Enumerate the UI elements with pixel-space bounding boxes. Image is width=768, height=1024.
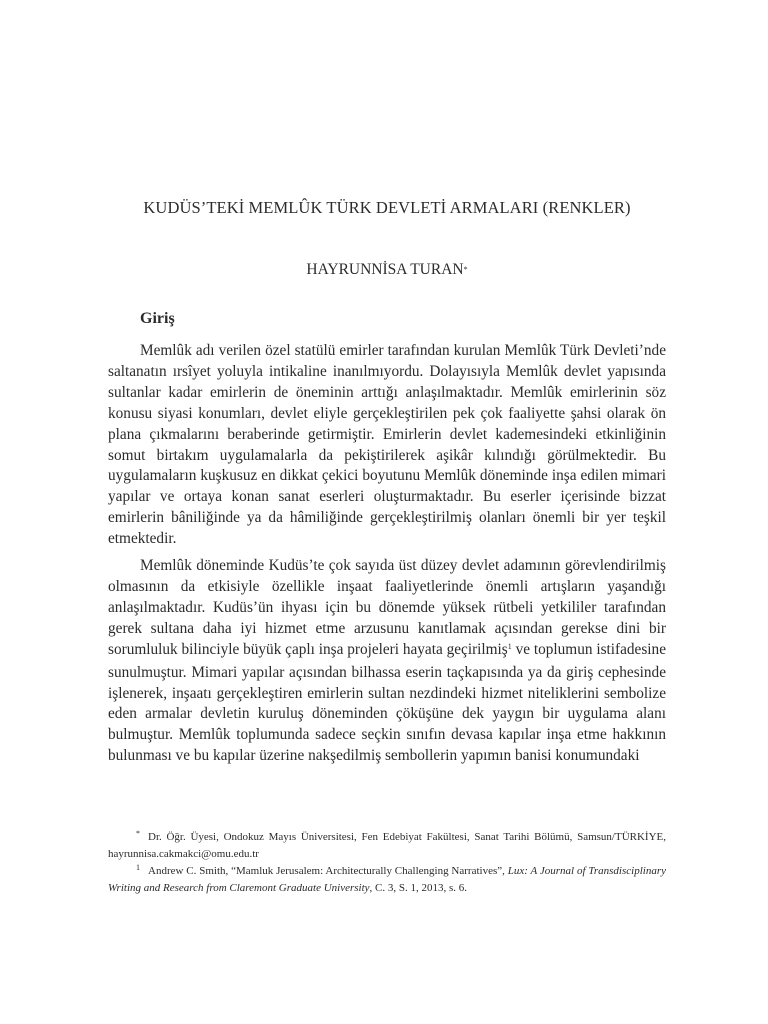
author-name: HAYRUNNİSA TURAN bbox=[306, 261, 464, 278]
footnote-reference-1[interactable]: 1 bbox=[507, 641, 512, 651]
footnotes bbox=[108, 829, 666, 896]
footnote-mark: 1 bbox=[136, 862, 140, 872]
author-footnote-mark[interactable]: * bbox=[463, 265, 468, 274]
footnote-text: Andrew C. Smith, “Mamluk Jerusalem: Architecturally Challenging Narratives”, bbox=[148, 864, 508, 877]
body-text bbox=[108, 341, 666, 773]
author-line bbox=[108, 261, 666, 279]
document-title: KUDÜS’TEKİ MEMLÛK TÜRK DEVLETİ ARMALARI (RENKLER) bbox=[143, 198, 631, 217]
section-heading: Giriş bbox=[140, 310, 175, 327]
paragraph-2-text-after: ve toplumun istifadesine sunulmuştur. Mimari yapılar açısından bilhassa eserin taçkapısında ya da giriş cephesinde işlenerek, inşaatı gerçekleştiren emirlerin sultan nezdindeki hizmet niteliklerini sembolize eden armalar devletin kuruluş döneminden çöküşüne dek yaygın bir uygulama alanı bulmuştur. Memlûk toplumunda sadece seçkin sınıfın devasa kapılar inşa etme hakkının bulunması ve bu kapılar üzerine nakşedilmiş sembollerin yapımın banisi konumundaki bbox=[108, 640, 666, 765]
footnote-1 bbox=[108, 863, 666, 897]
footnote-mark: * bbox=[136, 829, 140, 838]
footnote-author bbox=[108, 829, 666, 863]
paragraph-2-text-before: Memlûk döneminde Kudüs’te çok sayıda üst düzey devlet adamının görevlendirilmiş olmasının da etkisiyle özellikle inşaat faaliyetlerinde önemli artışların yaşandığı anlaşılmaktadır. Kudüs’ün ihyası için bu dönemde yüksek rütbeli yetkililer tarafından gerek sultana daha iyi hizmet etme arzusunu kanıtlamak açısından gerekse dini bir sorumluluk bilinciyle büyük çaplı inşa projeleri hayata geçirilmiş bbox=[108, 557, 666, 658]
paragraph-2 bbox=[108, 556, 666, 767]
paragraph-1: Memlûk adı verilen özel statülü emirler tarafından kurulan Memlûk Türk Devleti’nde saltanatın ırsîyet yoluyla intikaline inanılmıyordu. Dolayısıyla Memlûk devlet yapısında sultanlar kadar emirlerin de öneminin arttığı anlaşılmaktadır. Memlûk emirlerinin söz konusu siyasi konumları, devlet eliyle gerçekleştirilen pek çok faaliyette şahsi olarak ön plana çıkmalarını beraberinde getirmiştir. Emirlerin devlet kademesindeki etkinliğinin somut birtakım uygulamalarla da pekiştirilerek aşikâr kılındığı görülmektedir. Bu uygulamaların kuşkusuz en dikkat çekici boyutunu Memlûk döneminde inşa edilen mimari yapılar ve ortaya konan sanat eserleri oluşturmaktadır. Bu eserler içerisinde bizzat emirlerin bâniliğinde ya da hâmiliğinde gerçekleştirilmiş olanları önemli bir yer teşkil etmektedir. bbox=[108, 342, 666, 548]
footnote-journal-title: Lux: A Journal of Transdisciplinary Writing and Research from Claremont Graduate University bbox=[108, 864, 666, 894]
footnote-citation-tail: , C. 3, S. 1, 2013, s. 6. bbox=[369, 881, 468, 894]
footnote-text: Dr. Öğr. Üyesi, Ondokuz Mayıs Üniversitesi, Fen Edebiyat Fakültesi, Sanat Tarihi Bölümü, Samsun/TÜRKİYE, hayrunnisa.cakmakci@omu.edu.tr bbox=[108, 831, 666, 861]
